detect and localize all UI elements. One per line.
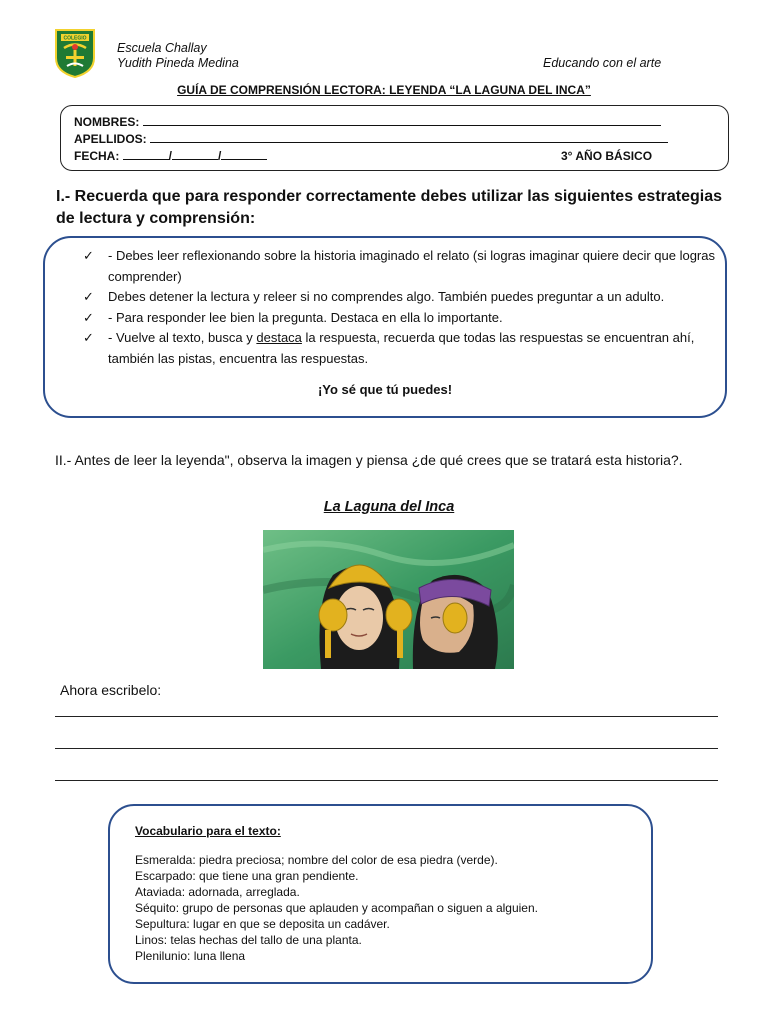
names-row bbox=[74, 115, 661, 129]
logo-text: COLEGIO bbox=[63, 35, 87, 42]
date-month-field[interactable] bbox=[172, 149, 218, 160]
list-item: Sepultura: lugar en que se deposita un cadáver. bbox=[135, 917, 390, 931]
strategy-text: - Debes leer reflexionando sobre la historia imaginado el relato (si logras imaginar quiere decir que logras comprender) bbox=[108, 248, 715, 284]
checkmark-icon: ✓ bbox=[83, 289, 94, 304]
answer-line[interactable] bbox=[55, 748, 718, 749]
vocabulary-list bbox=[135, 852, 538, 964]
strategies-list bbox=[83, 246, 723, 369]
section2-prompt: II.- Antes de leer la leyenda", observa la imagen y piensa ¿de qué crees que se tratará esta historia?. bbox=[55, 452, 683, 468]
checkmark-icon: ✓ bbox=[83, 309, 94, 325]
vocabulary-title: Vocabulario para el texto: bbox=[135, 824, 281, 838]
strategy-text-pre: - Vuelve al texto, busca y bbox=[108, 330, 257, 345]
list-item bbox=[83, 328, 723, 369]
school-crest-logo bbox=[54, 28, 96, 78]
strategy-underlined-word: destaca bbox=[256, 330, 302, 345]
school-info bbox=[117, 41, 239, 71]
teacher-name: Yudith Pineda Medina bbox=[117, 56, 239, 70]
date-separator: / bbox=[218, 149, 222, 163]
strategy-text: - Para responder lee bien la pregunta. Destaca en ella lo importante. bbox=[108, 309, 503, 325]
checkmark-icon: ✓ bbox=[83, 330, 94, 345]
surnames-label: APELLIDOS: bbox=[74, 132, 147, 146]
strategy-text: Debes detener la lectura y releer si no comprendes algo. También puedes preguntar a un adulto. bbox=[108, 289, 665, 304]
write-prompt-label: Ahora escribelo: bbox=[60, 682, 162, 698]
page-title: GUÍA DE COMPRENSIÓN LECTORA: LEYENDA “LA LAGUNA DEL INCA” bbox=[177, 83, 591, 97]
strategies-box bbox=[43, 236, 727, 418]
checkmark-icon: ✓ bbox=[83, 248, 94, 263]
section1-heading: I.- Recuerda que para responder correctamente debes utilizar las siguientes estrategias de lectura y comprensión: bbox=[56, 188, 723, 227]
vocabulary-box bbox=[108, 804, 653, 984]
list-item: Esmeralda: piedra preciosa; nombre del color de esa piedra (verde). bbox=[135, 853, 498, 867]
list-item bbox=[83, 308, 723, 329]
list-item bbox=[83, 246, 723, 287]
date-year-field[interactable] bbox=[221, 149, 267, 160]
answer-line[interactable] bbox=[55, 780, 718, 781]
encouragement-text: ¡Yo sé que tú puedes! bbox=[317, 382, 453, 397]
grade-label: 3° AÑO BÁSICO bbox=[561, 149, 653, 163]
student-info-box bbox=[60, 105, 729, 171]
names-label: NOMBRES: bbox=[74, 115, 140, 129]
story-title: La Laguna del Inca bbox=[323, 499, 455, 515]
list-item: Escarpado: que tiene una gran pendiente. bbox=[135, 869, 359, 883]
list-item: Ataviada: adornada, arreglada. bbox=[135, 885, 300, 899]
list-item bbox=[83, 287, 723, 308]
date-separator: / bbox=[168, 149, 173, 163]
date-label: FECHA: bbox=[74, 149, 120, 163]
date-row bbox=[74, 149, 267, 163]
school-motto: Educando con el arte bbox=[543, 56, 662, 70]
date-day-field[interactable] bbox=[123, 149, 169, 160]
school-name: Escuela Challay bbox=[117, 41, 207, 55]
names-field[interactable] bbox=[143, 115, 661, 126]
surnames-row bbox=[74, 132, 668, 146]
list-item: Plenilunio: luna llena bbox=[135, 949, 246, 963]
answer-line[interactable] bbox=[55, 716, 718, 717]
list-item: Séquito: grupo de personas que aplauden y acompañan o siguen a alguien. bbox=[135, 901, 538, 915]
strategy-text-post: la respuesta, recuerda que todas las respuestas se encuentran ahí, también las pistas, encuentra las respuestas. bbox=[108, 330, 695, 366]
surnames-field[interactable] bbox=[150, 132, 668, 143]
inca-women-illustration bbox=[263, 530, 514, 669]
list-item: Linos: telas hechas del tallo de una planta. bbox=[135, 933, 362, 947]
